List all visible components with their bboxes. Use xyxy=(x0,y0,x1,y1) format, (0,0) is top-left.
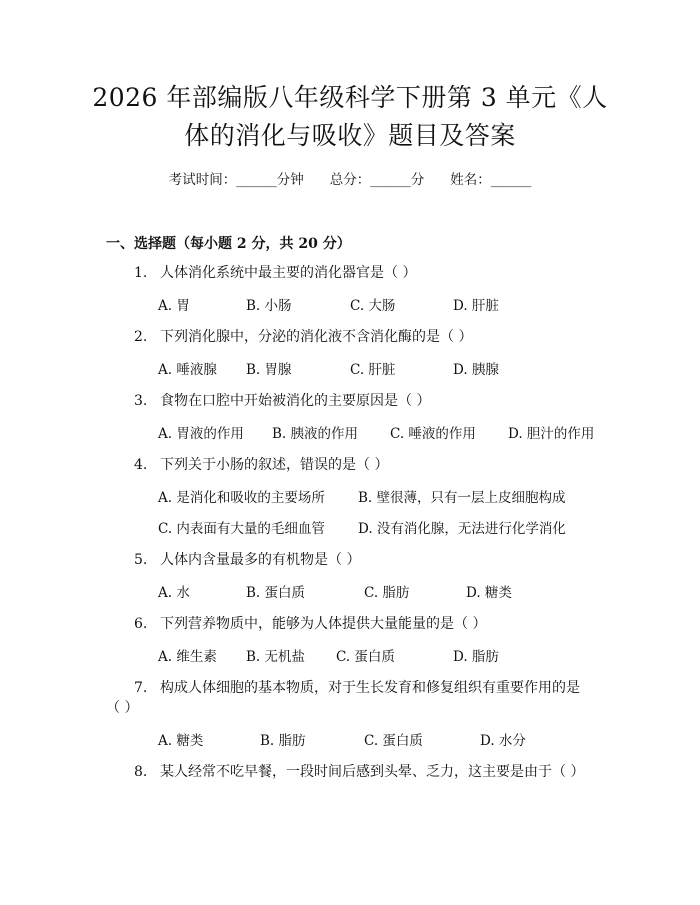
question-number: 8. xyxy=(134,764,148,780)
question-text: 构成人体细胞的基本物质，对于生长发育和修复组织有重要作用的是 xyxy=(160,680,580,696)
q7-option-b: B. 脂肪 xyxy=(260,733,306,749)
q2-option-b: B. 胃腺 xyxy=(246,362,292,378)
q5-option-a: A. 水 xyxy=(158,585,190,601)
question-number: 2. xyxy=(134,329,148,345)
q6-option-d: D. 脂肪 xyxy=(453,649,499,665)
q5-option-d: D. 糖类 xyxy=(466,585,512,601)
q4-option-a: A. 是消化和吸收的主要场所 xyxy=(158,490,325,506)
q3-option-d: D. 胆汁的作用 xyxy=(508,426,595,442)
q3-option-b: B. 胰液的作用 xyxy=(272,426,359,442)
question-3 xyxy=(134,390,430,410)
exam-meta xyxy=(0,168,700,188)
q7-option-d: D. 水分 xyxy=(480,733,526,749)
question-text: 食物在口腔中开始被消化的主要原因是（ ） xyxy=(160,393,431,409)
question-6 xyxy=(134,613,486,633)
q4-option-c: C. 内表面有大量的毛细血管 xyxy=(158,521,325,537)
exam-total-score: 总分：______分 xyxy=(329,172,425,188)
q2-option-c: C. 肝脏 xyxy=(350,362,396,378)
question-text: 人体内含量最多的有机物是（ ） xyxy=(160,552,361,568)
q1-option-d: D. 肝脏 xyxy=(453,298,499,314)
q2-option-a: A. 唾液腺 xyxy=(158,362,217,378)
q4-option-b: B. 壁很薄，只有一层上皮细胞构成 xyxy=(358,490,566,506)
question-number: 6. xyxy=(134,616,148,632)
q1-option-b: B. 小肠 xyxy=(246,298,292,314)
q7-option-a: A. 糖类 xyxy=(158,733,204,749)
question-text: 人体消化系统中最主要的消化器官是（ ） xyxy=(160,265,417,281)
question-2 xyxy=(134,326,472,346)
question-text: 下列关于小肠的叙述，错误的是（ ） xyxy=(160,457,389,473)
question-8 xyxy=(134,761,584,781)
document-title-line-1: 2026 年部编版八年级科学下册第 3 单元《人 xyxy=(92,83,608,112)
q1-option-a: A. 胃 xyxy=(158,298,190,314)
q3-option-a: A. 胃液的作用 xyxy=(158,426,244,442)
q3-option-c: C. 唾液的作用 xyxy=(390,426,476,442)
question-7 xyxy=(134,677,580,697)
question-text: 下列消化腺中，分泌的消化液不含消化酶的是（ ） xyxy=(160,329,473,345)
question-1 xyxy=(134,262,416,282)
question-7-continuation: （ ） xyxy=(106,700,139,716)
question-number: 3. xyxy=(134,393,148,409)
question-number: 7. xyxy=(134,680,148,696)
question-5 xyxy=(134,549,360,569)
exam-time: 考试时间：______分钟 xyxy=(168,172,304,188)
question-text: 某人经常不吃早餐，一段时间后感到头晕、乏力，这主要是由于（ ） xyxy=(160,764,585,780)
q2-option-d: D. 胰腺 xyxy=(453,362,499,378)
question-text: 下列营养物质中，能够为人体提供大量能量的是（ ） xyxy=(160,616,487,632)
q5-option-b: B. 蛋白质 xyxy=(246,585,306,601)
q7-option-c: C. 蛋白质 xyxy=(364,733,423,749)
document-title-line-2: 体的消化与吸收》题目及答案 xyxy=(184,121,516,150)
student-name: 姓名：______ xyxy=(450,172,532,188)
section-heading: 一、选择题（每小题 2 分，共 20 分） xyxy=(106,236,351,252)
q6-option-c: C. 蛋白质 xyxy=(336,649,395,665)
q4-option-d: D. 没有消化腺，无法进行化学消化 xyxy=(358,521,566,537)
question-number: 1. xyxy=(134,265,148,281)
q5-option-c: C. 脂肪 xyxy=(364,585,410,601)
question-number: 5. xyxy=(134,552,148,568)
q6-option-b: B. 无机盐 xyxy=(246,649,306,665)
question-4 xyxy=(134,454,388,474)
question-number: 4. xyxy=(134,457,148,473)
q1-option-c: C. 大肠 xyxy=(350,298,396,314)
q6-option-a: A. 维生素 xyxy=(158,649,217,665)
